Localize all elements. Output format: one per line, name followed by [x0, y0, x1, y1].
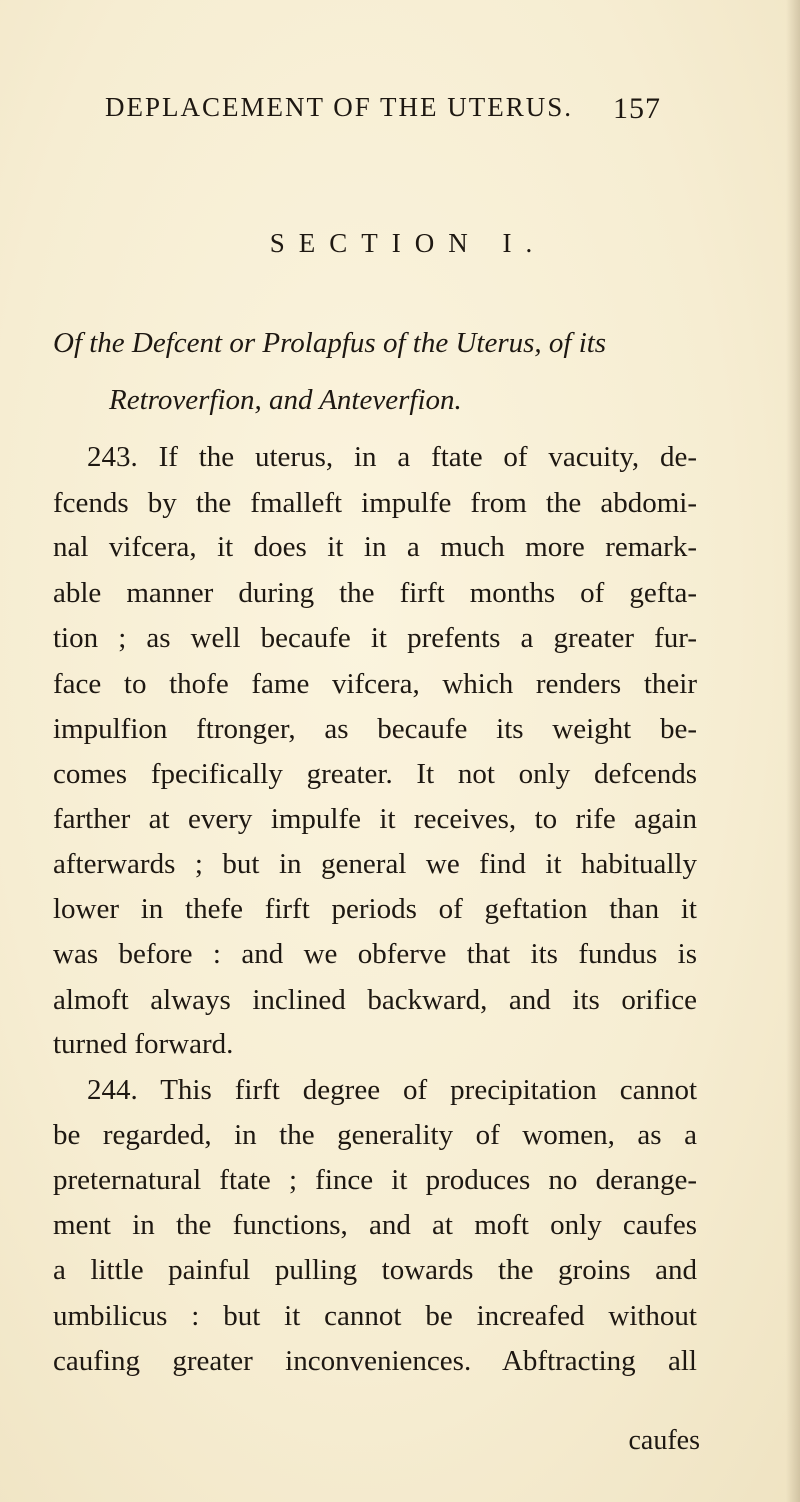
running-head-title: DEPLACEMENT OF THE UTERUS.: [105, 92, 574, 122]
section-heading: SECTION I.: [269, 228, 547, 258]
paragraph-243-line: was before : and we obferve that its fundus is: [53, 938, 697, 970]
paragraph-243-line: tion ; as well becaufe it prefents a greater fur-: [53, 622, 697, 654]
catchword: caufes: [628, 1425, 700, 1456]
paragraph-243-line: 243. If the uterus, in a ftate of vacuity, de-: [87, 441, 697, 473]
paragraph-243-line: face to thofe fame vifcera, which renders their: [53, 668, 697, 700]
section-subtitle-line: Of the Defcent or Prolapfus of the Uterus, of its: [53, 327, 607, 359]
paragraph-243-line: able manner during the firft months of gefta-: [53, 577, 697, 609]
paragraph-244-line: umbilicus : but it cannot be increafed without: [53, 1300, 697, 1332]
paragraph-243-line: turned forward.: [53, 1028, 234, 1060]
page-number: 157: [613, 92, 661, 125]
paragraph-244-line: be regarded, in the generality of women, as a: [53, 1119, 697, 1151]
paragraph-243-line: lower in thefe firft periods of geftation than it: [53, 893, 697, 925]
paragraph-243-line: impulfion ftronger, as becaufe its weight be-: [53, 713, 697, 745]
paragraph-244-line: a little painful pulling towards the groins and: [53, 1254, 697, 1286]
page-edge-shadow: [786, 0, 800, 1502]
paragraph-243-line: farther at every impulfe it receives, to rife again: [53, 803, 697, 835]
paragraph-243-line: afterwards ; but in general we find it habitually: [53, 848, 697, 880]
paragraph-244-line: 244. This firft degree of precipitation cannot: [87, 1074, 697, 1106]
paragraph-244-line: preternatural ftate ; fince it produces no derange-: [53, 1164, 697, 1196]
paragraph-243-line: comes fpecifically greater. It not only defcends: [53, 758, 697, 790]
section-subtitle-line: Retroverfion, and Anteverfion.: [109, 384, 462, 416]
paragraph-243-line: almoft always inclined backward, and its orifice: [53, 984, 697, 1016]
paragraph-244-line: caufing greater inconveniences. Abftracting all: [53, 1345, 697, 1377]
running-head: [105, 92, 705, 123]
paragraph-243-line: fcends by the fmalleft impulfe from the abdomi-: [53, 487, 697, 519]
paragraph-243-line: nal vifcera, it does it in a much more remark-: [53, 531, 697, 563]
paragraph-244-line: ment in the functions, and at moft only caufes: [53, 1209, 697, 1241]
